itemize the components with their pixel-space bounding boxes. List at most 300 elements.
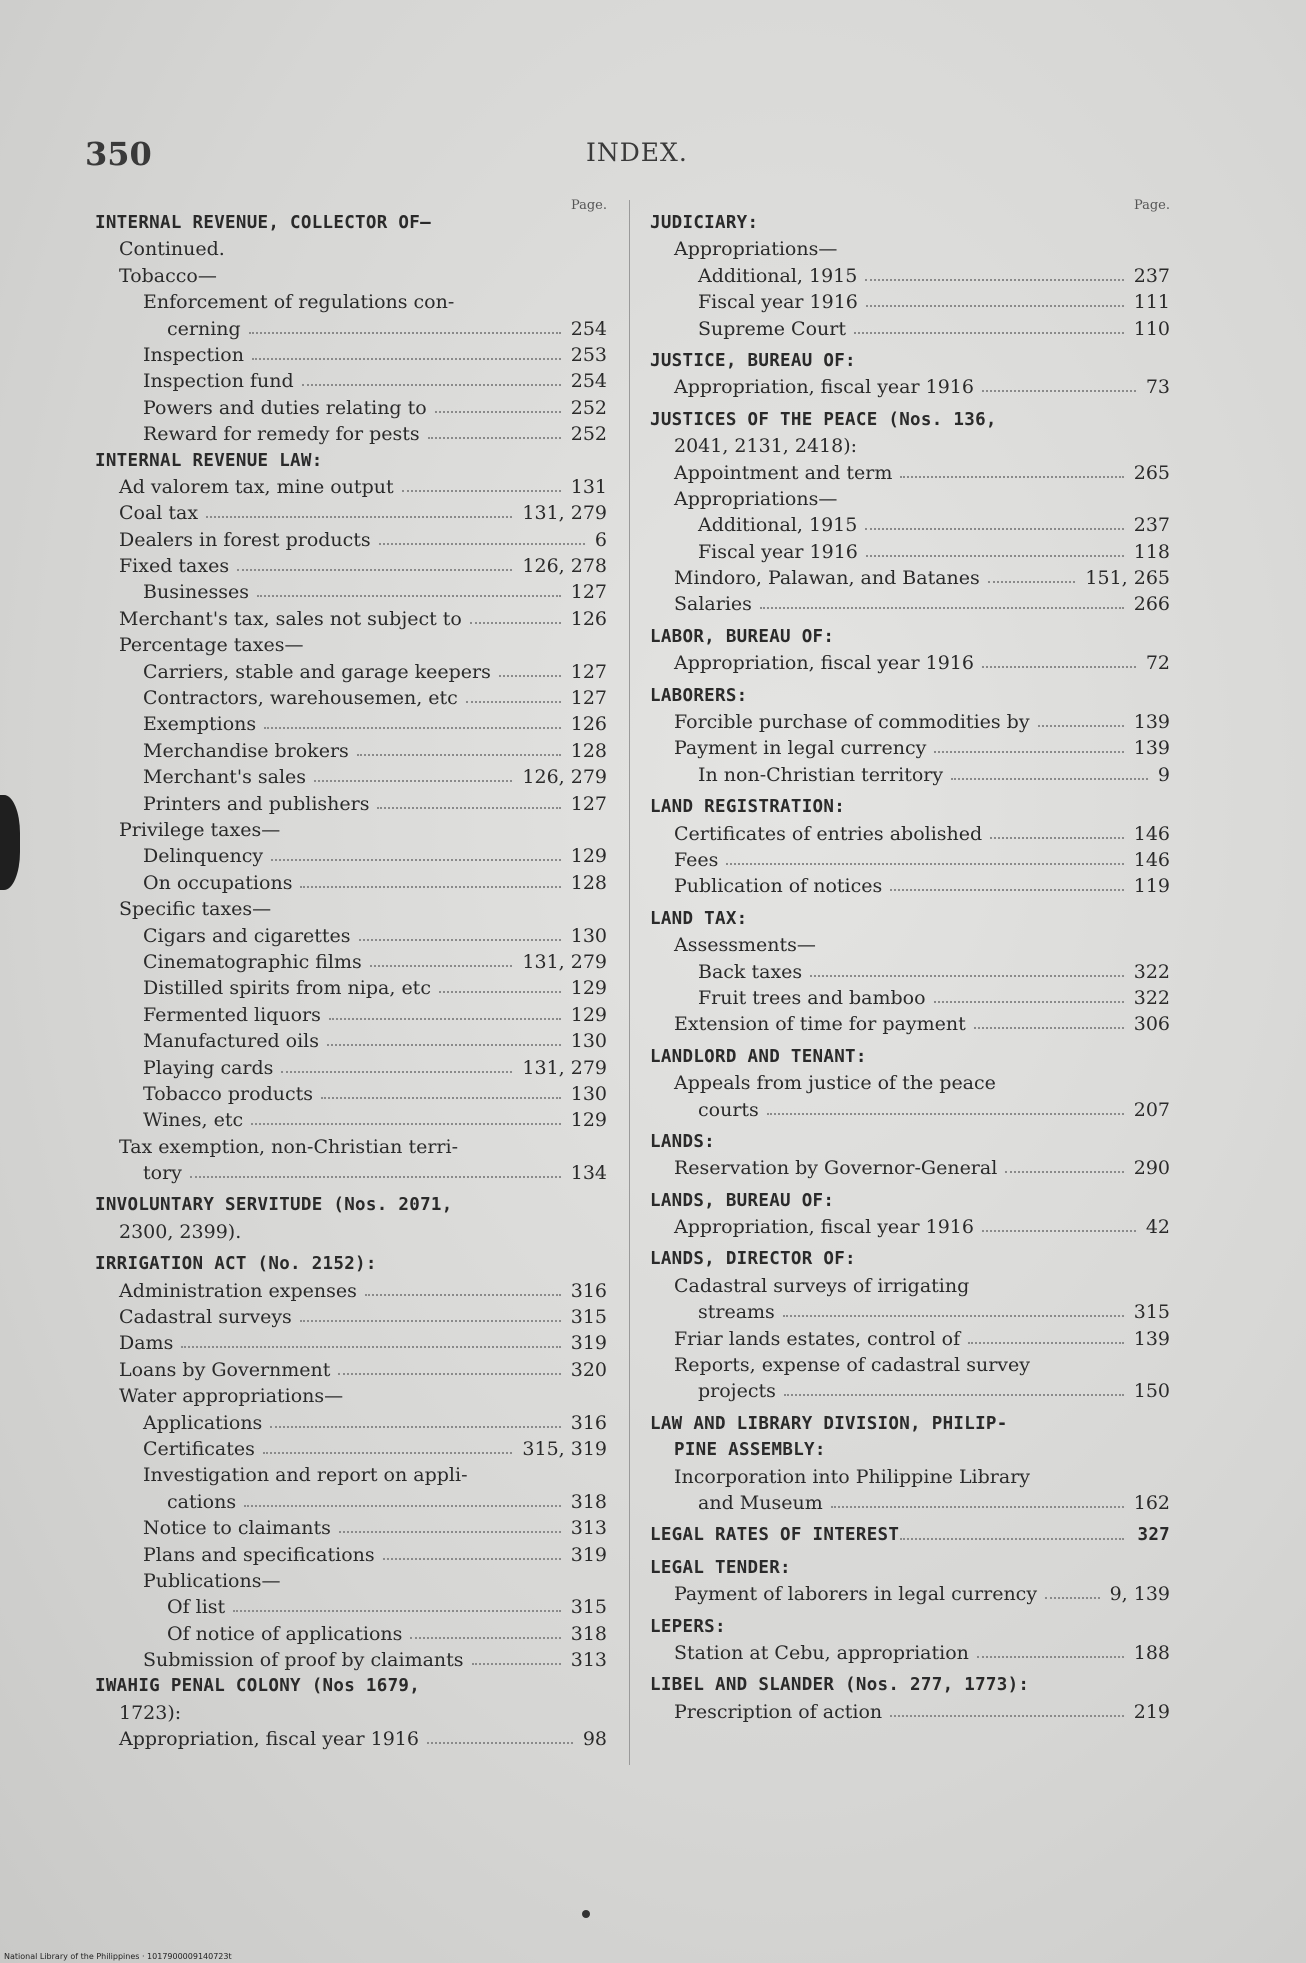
entry-text: Playing cards (143, 1056, 274, 1079)
entry-text: Fixed taxes (119, 555, 230, 578)
dot-leader (783, 1315, 1124, 1317)
dot-leader (300, 1320, 561, 1322)
dot-leader (982, 666, 1136, 668)
index-entry (650, 985, 1170, 1011)
entry-text: Payment in legal currency (674, 737, 927, 760)
dot-leader (383, 1558, 561, 1560)
page-ref: 118 (1133, 540, 1170, 563)
entry-text: PINE ASSEMBLY: (674, 1440, 826, 1461)
page-ref: 219 (1133, 1700, 1170, 1723)
index-heading (650, 1437, 1170, 1463)
entry-text: Notice to claimants (143, 1517, 331, 1540)
index-entry (95, 263, 607, 289)
index-entry (650, 1699, 1170, 1725)
page-ref: 237 (1133, 264, 1170, 287)
dot-leader (427, 1742, 573, 1744)
dot-leader (890, 889, 1123, 891)
dot-leader (866, 305, 1124, 307)
entry-text: Cigars and cigarettes (143, 924, 351, 947)
page-ref: 315 (1133, 1301, 1170, 1324)
index-entry (95, 1219, 607, 1245)
entry-text: JUSTICE, BUREAU OF: (650, 350, 856, 371)
index-entry (650, 486, 1170, 512)
dot-leader (270, 1426, 560, 1428)
entry-text: IWAHIG PENAL COLONY (Nos 1679, (95, 1676, 421, 1697)
entry-text: Appropriation, fiscal year 1916 (674, 1216, 974, 1239)
index-entry (95, 923, 607, 949)
page-ref: 129 (570, 1109, 607, 1132)
dot-leader (890, 1715, 1124, 1717)
entry-text: Percentage taxes— (119, 634, 304, 657)
index-entry (95, 289, 607, 315)
page-ref: 150 (1133, 1380, 1170, 1403)
entry-text: Fermented liquors (143, 1003, 321, 1026)
page-ref: 129 (570, 1003, 607, 1026)
entry-text: Salaries (674, 593, 752, 616)
page-ref: 127 (570, 581, 607, 604)
dot-leader (329, 1018, 561, 1020)
dot-leader (900, 476, 1123, 478)
entry-text: Appropriation, fiscal year 1916 (674, 376, 974, 399)
entry-text: LIBEL AND SLANDER (Nos. 277, 1773): (650, 1675, 1030, 1696)
entry-text: Cadastral surveys of irrigating (674, 1274, 970, 1297)
entry-text: Cinematographic films (143, 950, 362, 973)
index-entry (650, 1214, 1170, 1240)
entry-text: Of notice of applications (167, 1622, 403, 1645)
index-entry (650, 932, 1170, 958)
index-heading (650, 906, 1170, 932)
entry-text: Reward for remedy for pests (143, 423, 420, 446)
index-entry (650, 1326, 1170, 1352)
page-ref: 322 (1133, 960, 1170, 983)
dot-leader (249, 332, 561, 334)
index-entry (650, 1273, 1170, 1299)
page-ref: 319 (570, 1543, 607, 1566)
index-entry (650, 263, 1170, 289)
entry-text: LANDS, BUREAU OF: (650, 1190, 835, 1211)
entry-text: Fruit trees and bamboo (698, 986, 926, 1009)
dot-leader (244, 1505, 561, 1507)
entry-text: Payment of laborers in legal currency (674, 1583, 1038, 1606)
entry-text: Friar lands estates, control of (674, 1327, 961, 1350)
index-entry (95, 1160, 607, 1186)
page-ref: 316 (570, 1279, 607, 1302)
page-ref: 306 (1133, 1013, 1170, 1036)
index-entry (650, 433, 1170, 459)
index-entry (650, 1155, 1170, 1181)
dot-leader (359, 939, 561, 941)
index-entry (95, 1134, 607, 1160)
entry-text: Inspection (143, 343, 244, 366)
index-entry (95, 342, 607, 368)
dot-leader (726, 863, 1123, 865)
index-entry (95, 236, 607, 262)
index-entry (650, 374, 1170, 400)
entry-text: Specific taxes— (119, 898, 272, 921)
dot-leader (439, 991, 561, 993)
entry-text: INTERNAL REVENUE, COLLECTOR OF— (95, 213, 431, 233)
index-heading (650, 407, 1170, 433)
page-ref: 126, 278 (522, 555, 607, 578)
index-heading (650, 1044, 1170, 1070)
page-ref: 128 (570, 739, 607, 762)
index-entry (95, 1621, 607, 1647)
page-ref: 254 (570, 317, 607, 340)
entry-text: Additional, 1915 (698, 264, 858, 287)
page-number: 350 (85, 135, 152, 173)
entry-text: LANDS: (650, 1131, 716, 1152)
entry-text: Publications— (143, 1569, 281, 1592)
entry-text: In non-Christian territory (698, 763, 944, 786)
entries-left (95, 210, 607, 1753)
page-ref: 130 (570, 1030, 607, 1053)
entry-text: Appropriation, fiscal year 1916 (119, 1728, 419, 1751)
index-entry (95, 316, 607, 342)
index-entry (650, 512, 1170, 538)
index-entry (650, 289, 1170, 315)
index-entry (650, 1011, 1170, 1037)
dot-leader (1005, 1171, 1123, 1173)
entry-text: Merchant's sales (143, 766, 307, 789)
entry-text: Ad valorem tax, mine output (119, 475, 394, 498)
entry-text: Publication of notices (674, 875, 883, 898)
index-entry (650, 1490, 1170, 1516)
dot-leader (357, 754, 561, 756)
entry-text: Back taxes (698, 960, 803, 983)
entry-text: Administration expenses (119, 1279, 357, 1302)
index-entry (650, 821, 1170, 847)
entry-text: Fiscal year 1916 (698, 540, 858, 563)
entry-text: Supreme Court (698, 317, 846, 340)
entry-text: Exemptions (143, 713, 257, 736)
entry-text: Dealers in forest products (119, 528, 371, 551)
index-entry (95, 1436, 607, 1462)
index-heading (650, 1522, 1170, 1548)
entry-text: Submission of proof by claimants (143, 1649, 464, 1672)
dot-leader (435, 411, 561, 413)
index-entry (650, 236, 1170, 262)
index-entry (95, 1489, 607, 1515)
index-heading (650, 1672, 1170, 1698)
page-ref: 290 (1133, 1157, 1170, 1180)
index-heading (95, 210, 607, 236)
dot-leader (181, 1346, 560, 1348)
index-entry (95, 975, 607, 1001)
index-entry (95, 1107, 607, 1133)
entry-text: Investigation and report on appli- (143, 1464, 468, 1487)
page-ref: 266 (1133, 593, 1170, 616)
index-entry (650, 650, 1170, 676)
page-ref: 130 (570, 1082, 607, 1105)
page-ref: 9, 139 (1109, 1583, 1170, 1606)
index-entry (650, 316, 1170, 342)
entry-text: Merchant's tax, sales not subject to (119, 607, 462, 630)
index-heading (650, 1614, 1170, 1640)
entry-text: On occupations (143, 871, 293, 894)
dot-leader (982, 1230, 1136, 1232)
scan-speck (582, 1910, 590, 1918)
dot-leader (370, 965, 513, 967)
dot-leader (379, 543, 585, 545)
page-ref: 128 (570, 871, 607, 894)
entry-text: Station at Cebu, appropriation (674, 1641, 969, 1664)
page-ref: 131, 279 (522, 950, 607, 973)
dot-leader (470, 622, 561, 624)
dot-leader (264, 727, 561, 729)
dot-leader (982, 390, 1136, 392)
page-ref: 320 (570, 1358, 607, 1381)
dot-leader (977, 1656, 1124, 1658)
index-heading (95, 1192, 607, 1218)
page-ref: 131, 279 (522, 1056, 607, 1079)
page-ref: 315, 319 (522, 1437, 607, 1460)
entry-text: IRRIGATION ACT (No. 2152): (95, 1254, 377, 1275)
index-heading (650, 1188, 1170, 1214)
dot-leader (499, 675, 561, 677)
entry-text: Businesses (143, 581, 250, 604)
page-ref: 129 (570, 977, 607, 1000)
dot-leader (300, 886, 560, 888)
entry-text: Fees (674, 848, 719, 871)
dot-leader (302, 384, 561, 386)
binding-shadow (0, 795, 20, 890)
entry-text: Of list (167, 1596, 226, 1619)
dot-leader (854, 332, 1124, 334)
entry-text: Loans by Government (119, 1358, 331, 1381)
index-entry (650, 735, 1170, 761)
index-heading (95, 1251, 607, 1277)
page-ref: 131 (570, 475, 607, 498)
index-entry (650, 847, 1170, 873)
index-heading (650, 348, 1170, 374)
entry-text: LEGAL RATES OF INTEREST (650, 1525, 900, 1546)
dot-leader (810, 975, 1124, 977)
index-entry (95, 1304, 607, 1330)
page-ref: 322 (1133, 986, 1170, 1009)
dot-leader (271, 859, 561, 861)
dot-leader (934, 1001, 1124, 1003)
index-entry (95, 843, 607, 869)
index-entry (95, 1594, 607, 1620)
dot-leader (314, 780, 512, 782)
entry-text: LEPERS: (650, 1616, 726, 1637)
entry-text: INVOLUNTARY SERVITUDE (Nos. 2071, (95, 1195, 453, 1216)
page-ref: 318 (570, 1622, 607, 1645)
page-ref: 316 (570, 1411, 607, 1434)
index-heading (650, 210, 1170, 236)
dot-leader (206, 516, 512, 518)
dot-leader (760, 607, 1124, 609)
index-entry (95, 632, 607, 658)
index-heading (650, 624, 1170, 650)
page-ref: 188 (1133, 1641, 1170, 1664)
page-ref: 151, 265 (1085, 567, 1170, 590)
entry-text: Cadastral surveys (119, 1306, 292, 1329)
page-ref: 265 (1133, 461, 1170, 484)
dot-leader (252, 358, 561, 360)
page-ref: 110 (1133, 317, 1170, 340)
entry-text: Merchandise brokers (143, 739, 349, 762)
dot-leader (472, 1663, 561, 1665)
entry-text: Certificates (143, 1437, 255, 1460)
page-ref: 319 (570, 1332, 607, 1355)
index-entry (95, 1028, 607, 1054)
page-ref: 134 (570, 1162, 607, 1185)
page-ref: 42 (1145, 1216, 1170, 1239)
dot-leader (988, 581, 1076, 583)
running-title: INDEX. (586, 138, 688, 167)
index-entry (650, 565, 1170, 591)
dot-leader (365, 1294, 561, 1296)
entry-text: courts (698, 1098, 759, 1121)
entry-text: 2041, 2131, 2418): (674, 435, 858, 458)
entry-text: Certificates of entries abolished (674, 822, 983, 845)
index-heading (650, 683, 1170, 709)
index-entry (95, 817, 607, 843)
entry-text: LAND TAX: (650, 908, 748, 929)
page-ref: 253 (570, 343, 607, 366)
entry-text: Wines, etc (143, 1109, 244, 1132)
entry-text: Continued. (119, 238, 225, 261)
index-entry (95, 870, 607, 896)
dot-leader (257, 595, 561, 597)
index-entry (650, 1070, 1170, 1096)
entry-text: Incorporation into Philippine Library (674, 1465, 1031, 1488)
index-entry (650, 1097, 1170, 1123)
index-heading (650, 1129, 1170, 1155)
index-entry (95, 764, 607, 790)
page-ref: 139 (1133, 737, 1170, 760)
dot-leader (974, 1027, 1124, 1029)
entry-text: cerning (167, 317, 241, 340)
entry-text: Tobacco products (143, 1082, 313, 1105)
dot-leader (784, 1394, 1124, 1396)
page-ref: 126, 279 (522, 766, 607, 789)
dot-leader (866, 555, 1124, 557)
index-entry (95, 738, 607, 764)
entry-text: streams (698, 1301, 775, 1324)
page-ref: 139 (1133, 1327, 1170, 1350)
entry-text: Delinquency (143, 845, 264, 868)
entry-text: LANDS, DIRECTOR OF: (650, 1249, 856, 1270)
index-entry (95, 711, 607, 737)
page-ref: 126 (570, 607, 607, 630)
entry-text: Powers and duties relating to (143, 396, 427, 419)
page-ref: 127 (570, 792, 607, 815)
dot-leader (339, 1531, 561, 1533)
index-entry (95, 368, 607, 394)
page-ref: 252 (570, 423, 607, 446)
page-ref: 313 (570, 1649, 607, 1672)
index-entry (650, 460, 1170, 486)
index-entry (650, 539, 1170, 565)
index-heading (650, 1555, 1170, 1581)
index-entry (95, 791, 607, 817)
index-entry (95, 949, 607, 975)
page-ref: 313 (570, 1517, 607, 1540)
index-entry (650, 1464, 1170, 1490)
dot-leader (900, 1538, 1123, 1540)
entry-text: INTERNAL REVENUE LAW: (95, 450, 323, 471)
page-ref: 130 (570, 924, 607, 947)
page-ref: 131, 279 (522, 502, 607, 525)
entry-text: JUSTICES OF THE PEACE (Nos. 136, (650, 409, 997, 430)
entries-right (650, 210, 1170, 1725)
index-entry (95, 500, 607, 526)
index-heading (95, 1673, 607, 1699)
entry-text: Applications (143, 1411, 263, 1434)
index-entry (95, 553, 607, 579)
index-entry (95, 527, 607, 553)
entry-text: Inspection fund (143, 370, 294, 393)
index-entry (95, 1647, 607, 1673)
index-entry (95, 1700, 607, 1726)
entry-text: Dams (119, 1332, 174, 1355)
page-column-label: Page. (570, 198, 607, 213)
entry-text: Extension of time for payment (674, 1013, 966, 1036)
index-entry (650, 709, 1170, 735)
dot-leader (767, 1113, 1124, 1115)
index-entry (95, 1462, 607, 1488)
index-entry (650, 1581, 1170, 1607)
entry-text: Water appropriations— (119, 1385, 344, 1408)
page-ref: 318 (570, 1490, 607, 1513)
entry-text: projects (698, 1380, 776, 1403)
dot-leader (321, 1097, 561, 1099)
index-entry (95, 1055, 607, 1081)
entry-text: LABORERS: (650, 685, 748, 706)
entry-text: Appropriation, fiscal year 1916 (674, 652, 974, 675)
page-ref: 237 (1133, 514, 1170, 537)
index-entry (95, 1542, 607, 1568)
index-entry (95, 579, 607, 605)
entry-text: Printers and publishers (143, 792, 370, 815)
dot-leader (934, 751, 1123, 753)
index-entry (650, 762, 1170, 788)
page-ref: 252 (570, 396, 607, 419)
dot-leader (190, 1176, 561, 1178)
dot-leader (377, 807, 560, 809)
page-ref: 162 (1133, 1491, 1170, 1514)
entry-text: Appropriations— (674, 238, 838, 261)
entry-text: Manufactured oils (143, 1030, 320, 1053)
index-entry (95, 395, 607, 421)
column-divider (629, 200, 630, 1765)
index-entry (95, 1002, 607, 1028)
index-heading (650, 1246, 1170, 1272)
index-entry (650, 1299, 1170, 1325)
entry-text: Assessments— (674, 934, 816, 957)
entry-text: LANDLORD AND TENANT: (650, 1046, 867, 1067)
page-ref: 119 (1133, 875, 1170, 898)
page-ref: 127 (570, 660, 607, 683)
entry-text: LAND REGISTRATION: (650, 797, 846, 818)
index-entry (95, 1726, 607, 1752)
index-entry (650, 873, 1170, 899)
entry-text: Forcible purchase of commodities by (674, 711, 1030, 734)
page-ref: 129 (570, 845, 607, 868)
dot-leader (831, 1506, 1124, 1508)
page-ref: 72 (1145, 652, 1170, 675)
dot-leader (968, 1342, 1124, 1344)
dot-leader (951, 778, 1148, 780)
page-ref: 73 (1145, 376, 1170, 399)
dot-leader (865, 279, 1123, 281)
entry-text: Reports, expense of cadastral survey (674, 1354, 1030, 1377)
page-ref: 127 (570, 687, 607, 710)
index-entry (95, 1357, 607, 1383)
index-entry (95, 474, 607, 500)
